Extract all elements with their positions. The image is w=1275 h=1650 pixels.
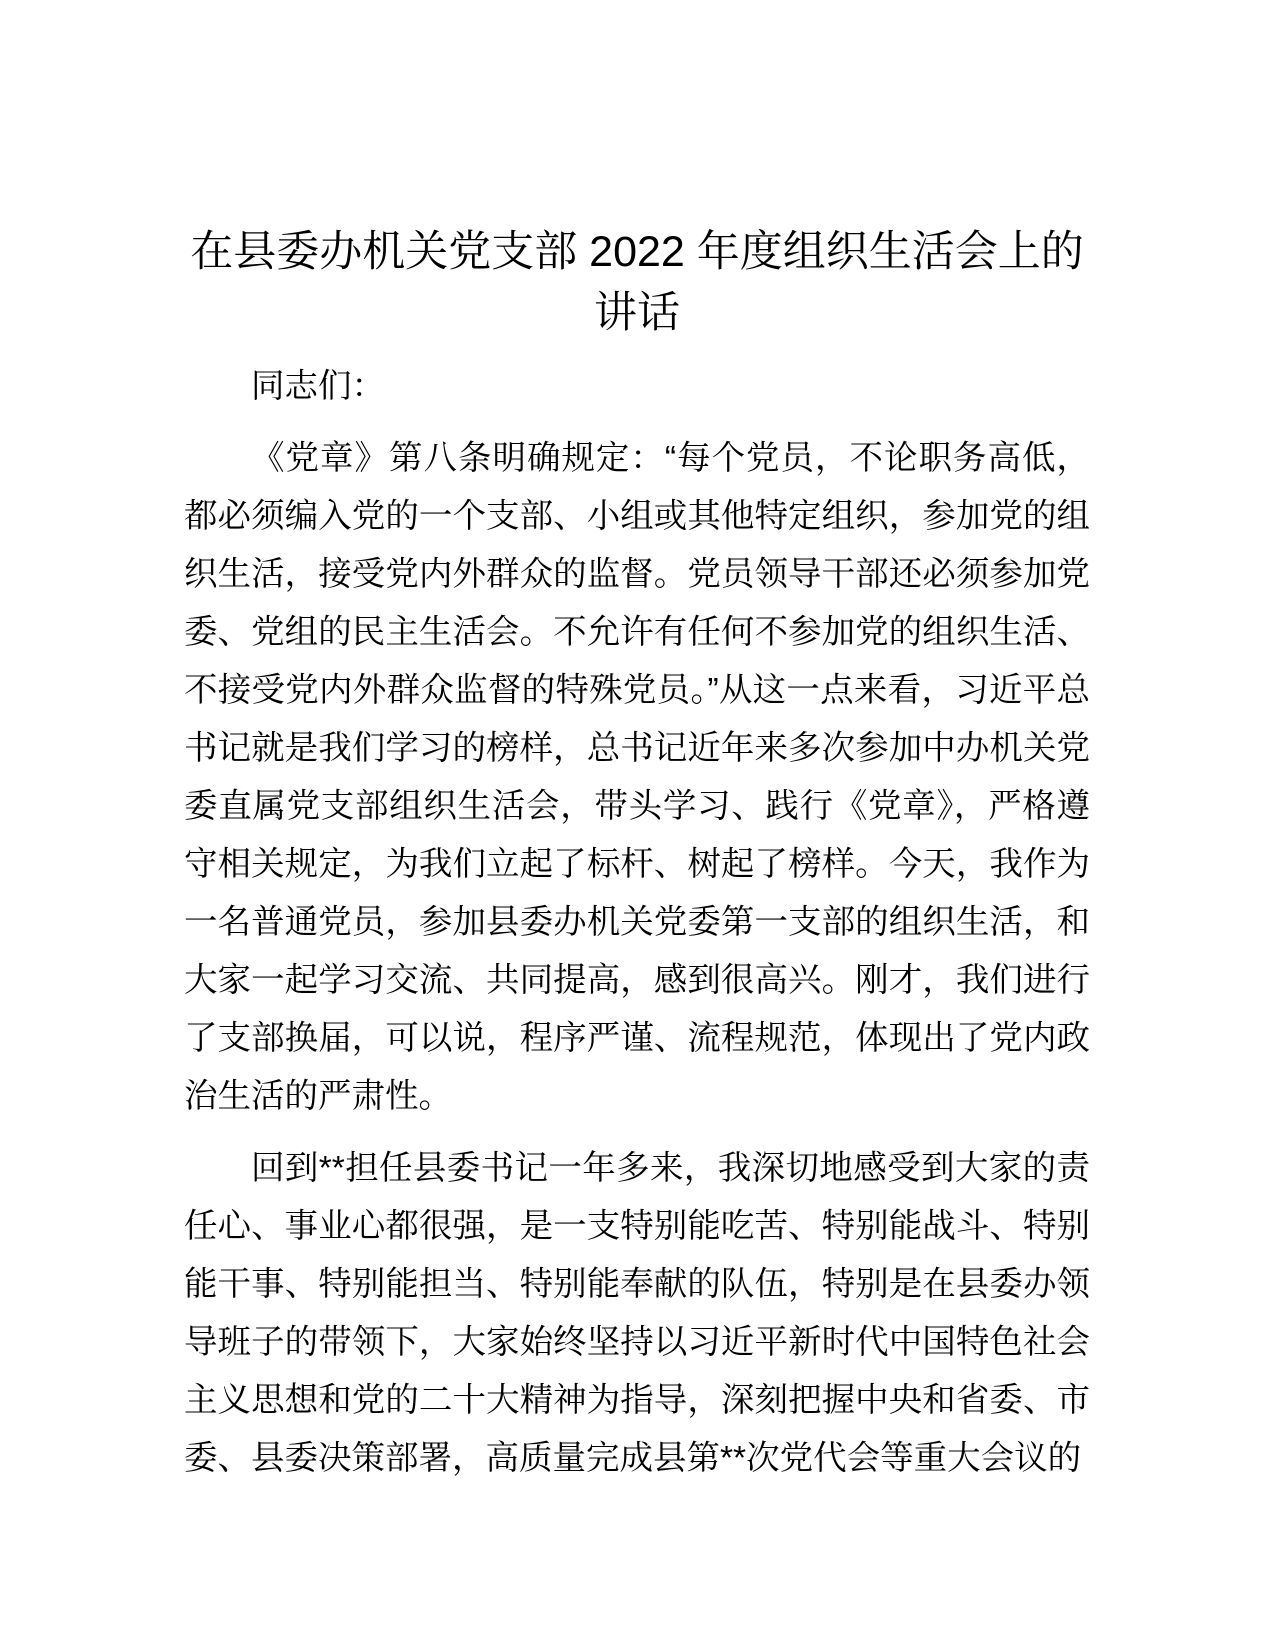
paragraph-body-1: 《党章》第八条明确规定：“每个党员，不论职务高低，都必须编入党的一个支部、小组或其他特定组织，参加党的组织生活，接受党内外群众的监督。党员领导干部还必须参加党委、党组的民主生活会。不允许有任何不参加党的组织生活、不接受党内外群众监督的特殊党员。”从这一点来看，习近平总书记就是我们学习的榜样，总书记近年来多次参加中办机关党委直属党支部组织生活会，带头学习、践行《党章》，严格遵守相关规定，为我们立起了标杆、树起了榜样。今天，我作为一名普通党员，参加县委办机关党委第一支部的组织生活，和大家一起学习交流、共同提高，感到很高兴。刚才，我们进行了支部换届，可以说，程序严谨、流程规范，体现出了党内政治生活的严肃性。	[184, 440, 1090, 1115]
paragraph-body-2: 回到**担任县委书记一年多来，我深切地感受到大家的责任心、事业心都很强，是一支特别能吃苦、特别能战斗、特别能干事、特别能担当、特别能奉献的队伍，特别是在县委办领导班子的带领下，大家始终坚持以习近平新时代中国特色社会主义思想和党的二十大精神为指导，深刻把握中央和省委、市委、县委决策部署，高质量完成县第**次党代会等重大会议的	[184, 1150, 1090, 1477]
document-title: 在县委办机关党支部 2022 年度组织生活会上的讲话	[190, 228, 1084, 337]
paragraph-salutation: 同志们：	[251, 368, 385, 405]
